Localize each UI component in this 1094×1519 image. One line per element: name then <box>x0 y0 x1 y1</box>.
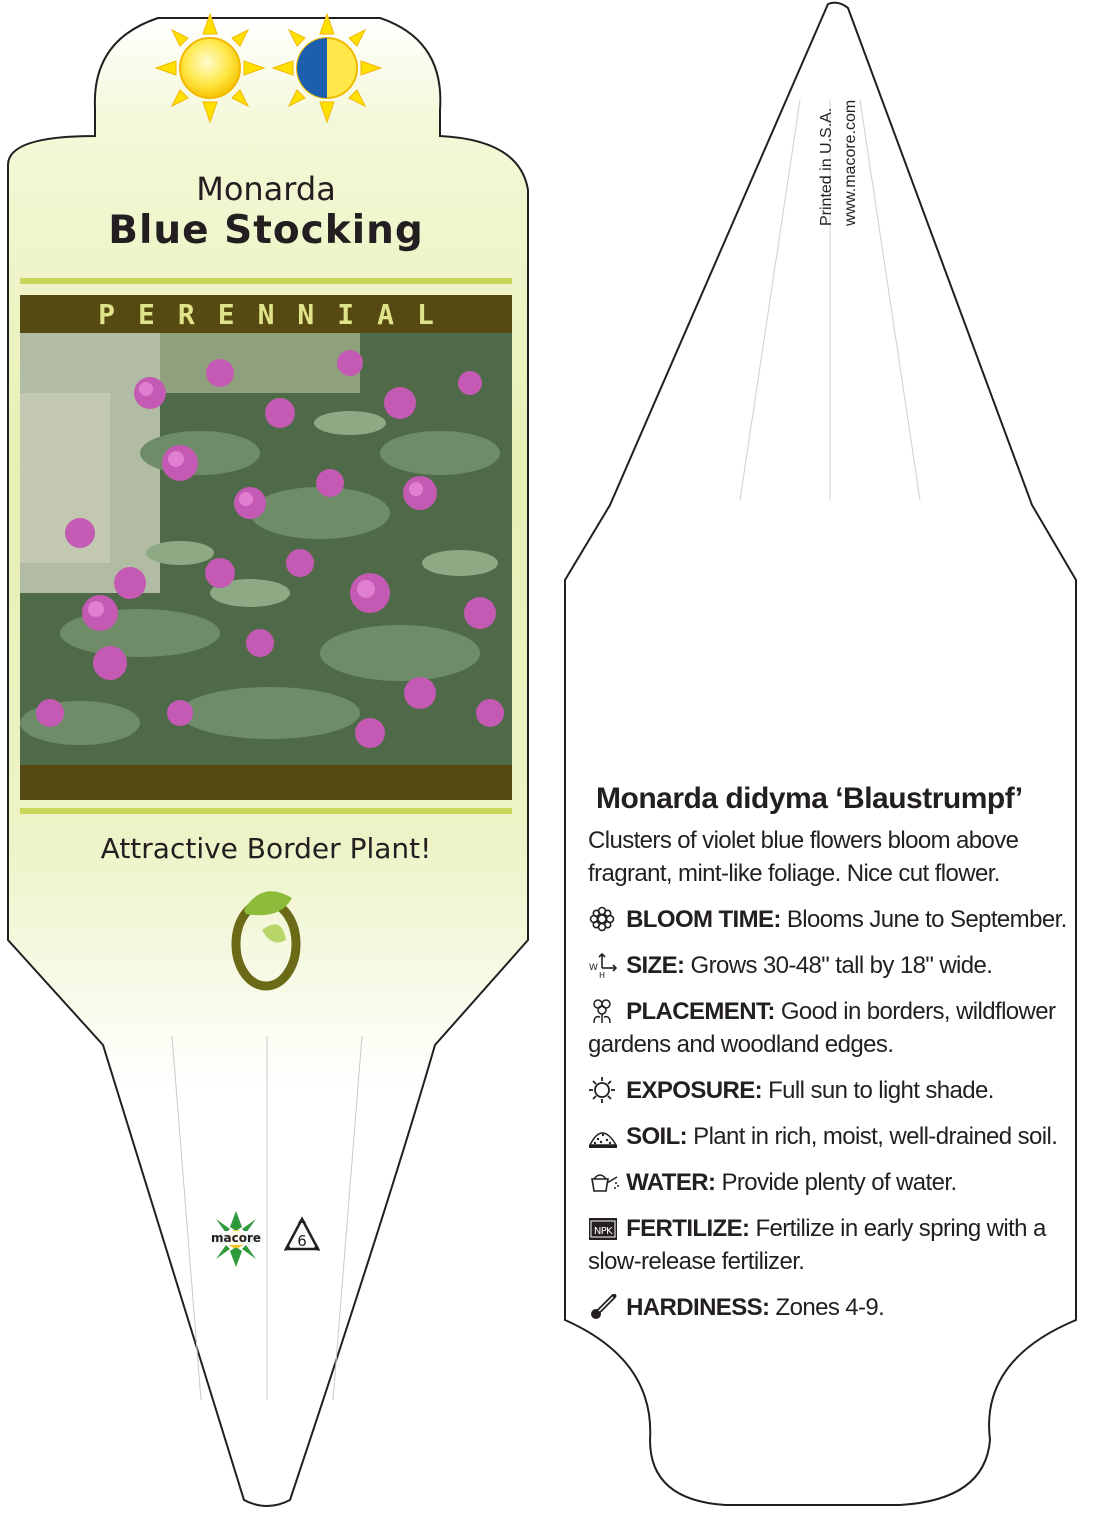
soil-text: Plant in rich, moist, well-drained soil. <box>693 1123 1058 1150</box>
macore-star-logo <box>206 1209 266 1269</box>
printed-in: Printed in U.S.A. <box>818 107 835 226</box>
hardiness-label: HARDINESS: <box>626 1294 770 1321</box>
soil-pile-icon <box>588 1123 620 1149</box>
description: Clusters of violet blue flowers bloom above fragrant, mint-like foliage. Nice cut flower. <box>588 827 1019 887</box>
bottom-accent-line <box>20 808 512 814</box>
npk-bag-icon <box>588 1215 620 1241</box>
size-icon-w: W <box>589 963 598 973</box>
size-icon-h: H <box>599 971 605 978</box>
soil-label: SOIL: <box>626 1123 688 1150</box>
water-label: WATER: <box>626 1169 716 1196</box>
care-row-bloom <box>588 903 1068 936</box>
size-label: SIZE: <box>626 952 685 979</box>
exposure-label: EXPOSURE: <box>626 1077 763 1104</box>
care-row-placement <box>588 995 1068 1061</box>
monarda-flower-photo <box>20 333 512 765</box>
part-shade-icon <box>273 14 381 122</box>
flower-icon <box>588 906 620 932</box>
care-instructions <box>588 782 1068 1324</box>
placement-label: PLACEMENT: <box>626 998 775 1025</box>
website: www.macore.com <box>842 99 859 226</box>
fertilize-label: FERTILIZE: <box>626 1215 750 1242</box>
tagline: Attractive Border Plant! <box>100 832 432 865</box>
plant-genus: Monarda <box>196 170 336 208</box>
printing-credit <box>815 66 863 226</box>
watering-can-icon <box>588 1169 620 1195</box>
size-arrows-icon <box>588 952 620 978</box>
water-text: Provide plenty of water. <box>721 1169 957 1196</box>
placement-text: Good in borders, wildflower gardens and woodland edges. <box>588 998 1056 1058</box>
size-text: Grows 30-48" tall by 18" wide. <box>690 952 993 979</box>
plant-cultivar: Blue Stocking <box>108 208 424 253</box>
care-row-water <box>588 1166 1068 1199</box>
photo-bottom-band <box>20 765 512 800</box>
bloom-label: BLOOM TIME: <box>626 906 781 933</box>
exposure-text: Full sun to light shade. <box>768 1077 994 1104</box>
scientific-name: Monarda didyma ‘Blaustrumpf’ <box>596 782 1023 815</box>
care-row-soil <box>588 1120 1068 1153</box>
care-row-hardiness <box>588 1291 1068 1324</box>
thermometer-icon <box>588 1294 620 1320</box>
fertilize-text: Fertilize in early spring with a slow-release fertilizer. <box>588 1215 1046 1275</box>
recycle-code: 6 <box>297 1232 307 1250</box>
top-accent-line <box>20 278 512 284</box>
sun-outline-icon <box>588 1077 620 1103</box>
recycle-icon <box>282 1215 322 1255</box>
plants-icon <box>588 998 620 1024</box>
bloom-text: Blooms June to September. <box>786 906 1067 933</box>
care-row-exposure <box>588 1074 1068 1107</box>
care-row-size <box>588 949 1068 982</box>
category-band <box>20 295 512 333</box>
npk-text: NPK <box>593 1226 613 1237</box>
care-row-fertilize <box>588 1212 1068 1278</box>
full-sun-icon <box>156 14 264 122</box>
macore-logo-text: macore <box>210 1231 262 1245</box>
hardiness-text: Zones 4-9. <box>775 1294 885 1321</box>
category-label: PERENNIAL <box>98 297 457 331</box>
